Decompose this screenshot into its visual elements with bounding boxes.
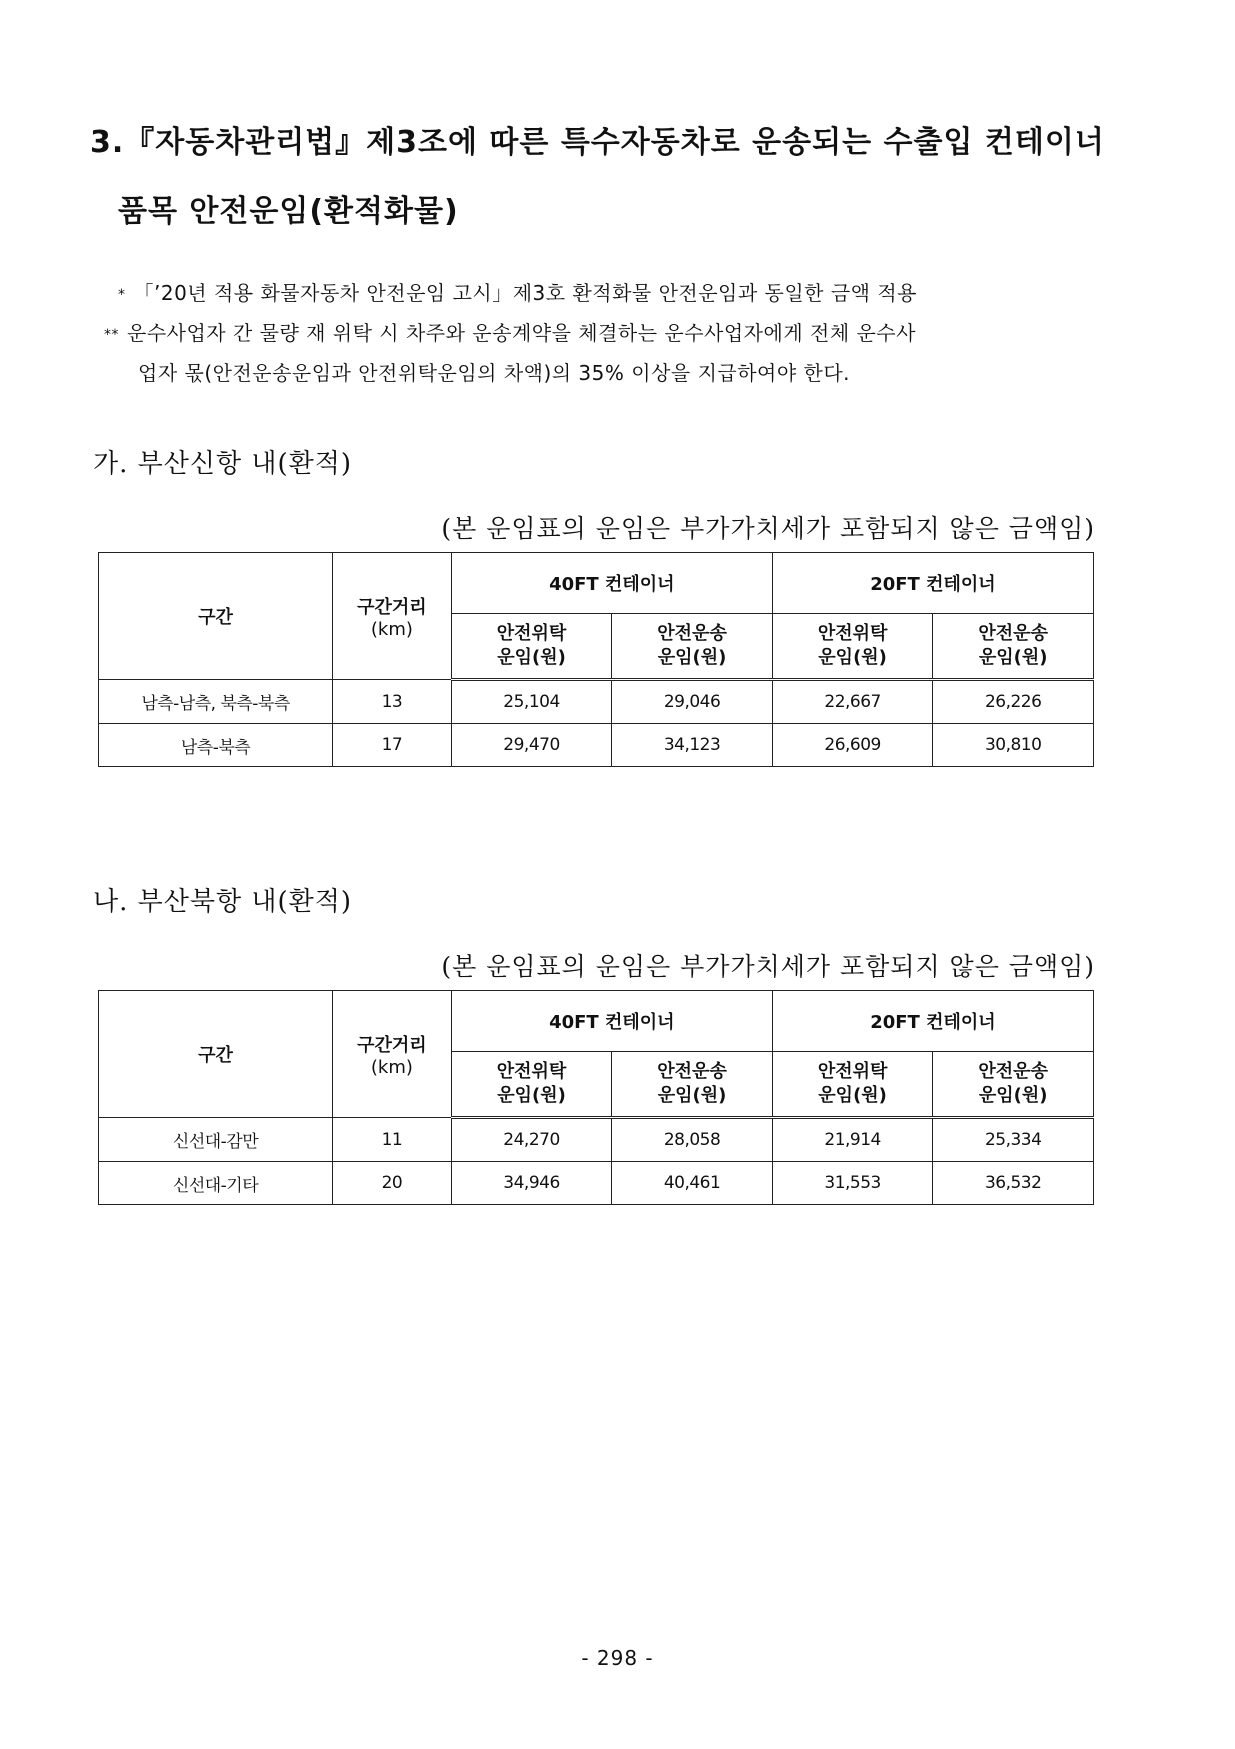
header-40ft-consign-rate [451, 614, 612, 680]
section-1-title: 가. 부산신항 내(환적) [93, 449, 353, 479]
cell-20ft-consign: 31,553 [772, 1162, 933, 1205]
header-label-line1: 안전운송 [657, 1061, 727, 1082]
header-label-line1: 안전위탁 [817, 623, 888, 644]
header-20ft-consign-rate [772, 1052, 933, 1118]
header-route: 구간 [99, 553, 333, 680]
header-label-line2: 운임(원) [978, 1085, 1048, 1106]
header-distance-unit: (km) [370, 1056, 413, 1078]
cell-40ft-transport: 28,058 [612, 1118, 773, 1162]
table-row [99, 1118, 1094, 1162]
cell-route: 남측-남측, 북측-북측 [99, 680, 333, 724]
header-distance [333, 553, 452, 680]
header-label-line2: 운임(원) [818, 647, 887, 668]
header-label-line2: 운임(원) [818, 1085, 887, 1106]
cell-20ft-consign: 26,609 [772, 724, 933, 767]
header-route: 구간 [99, 991, 333, 1118]
header-40ft-transport-rate [612, 614, 773, 680]
cell-40ft-transport: 40,461 [612, 1162, 773, 1205]
header-label-line1: 안전위탁 [496, 623, 567, 644]
note-1-mark: * [118, 286, 126, 303]
cell-distance: 13 [333, 680, 452, 724]
note-1 [118, 277, 917, 306]
header-20ft-transport-rate [933, 614, 1094, 680]
heading-line-1: 3.『자동차관리법』제3조에 따른 특수자동차로 운송되는 수출입 컨테이너 [90, 125, 1105, 160]
header-20ft-transport-rate [933, 1052, 1094, 1118]
header-label-line2: 운임(원) [978, 647, 1048, 668]
cell-40ft-transport: 29,046 [612, 680, 773, 724]
section-2-vat-note: (본 운임표의 운임은 부가가치세가 포함되지 않은 금액임) [441, 952, 1095, 981]
header-40ft-container: 40FT 컨테이너 [451, 553, 772, 614]
cell-20ft-transport: 30,810 [933, 724, 1094, 767]
cell-distance: 20 [333, 1162, 452, 1205]
header-label-line1: 안전운송 [657, 623, 727, 644]
cell-40ft-consign: 34,946 [451, 1162, 612, 1205]
cell-40ft-transport: 34,123 [612, 724, 773, 767]
table-row [99, 1162, 1094, 1205]
header-label-line1: 안전위탁 [496, 1061, 567, 1082]
header-label-line2: 운임(원) [657, 647, 727, 668]
rate-table-busan-new-port [98, 552, 1094, 767]
header-label-line1: 안전운송 [978, 1061, 1048, 1082]
header-label-line1: 안전위탁 [817, 1061, 888, 1082]
cell-20ft-transport: 25,334 [933, 1118, 1094, 1162]
header-label-line2: 운임(원) [497, 647, 566, 668]
note-2-text: 운수사업자 간 물량 재 위탁 시 차주와 운송계약을 체결하는 운수사업자에게 전체 운수사 [127, 321, 916, 345]
cell-route: 신선대-감만 [99, 1118, 333, 1162]
cell-40ft-consign: 24,270 [451, 1118, 612, 1162]
header-distance-unit: (km) [370, 618, 413, 640]
header-20ft-container: 20FT 컨테이너 [772, 553, 1093, 614]
header-label-line2: 운임(원) [657, 1085, 727, 1106]
header-distance-label: 구간거리 [357, 1034, 427, 1056]
cell-20ft-consign: 22,667 [772, 680, 933, 724]
cell-distance: 17 [333, 724, 452, 767]
header-distance-label: 구간거리 [357, 596, 427, 618]
note-1-text: 「’20년 적용 화물자동차 안전운임 고시」제3호 환적화물 안전운임과 동일한 금액 적용 [133, 281, 917, 305]
table-row [99, 680, 1094, 724]
header-label-line2: 운임(원) [497, 1085, 566, 1106]
cell-route: 남측-북측 [99, 724, 333, 767]
header-label-line1: 안전운송 [978, 623, 1048, 644]
page-number: - 298 - [581, 1646, 654, 1670]
header-40ft-container: 40FT 컨테이너 [451, 991, 772, 1052]
note-3-text: 업자 몫(안전운송운임과 안전위탁운임의 차액)의 35% 이상을 지급하여야 한다. [138, 361, 851, 385]
table-row [99, 724, 1094, 767]
cell-40ft-consign: 29,470 [451, 724, 612, 767]
header-distance [333, 991, 452, 1118]
cell-20ft-consign: 21,914 [772, 1118, 933, 1162]
header-40ft-transport-rate [612, 1052, 773, 1118]
header-20ft-container: 20FT 컨테이너 [772, 991, 1093, 1052]
cell-route: 신선대-기타 [99, 1162, 333, 1205]
heading-line-2: 품목 안전운임(환적화물) [118, 194, 459, 229]
cell-20ft-transport: 36,532 [933, 1162, 1094, 1205]
cell-40ft-consign: 25,104 [451, 680, 612, 724]
header-40ft-consign-rate [451, 1052, 612, 1118]
note-2 [104, 317, 916, 346]
cell-20ft-transport: 26,226 [933, 680, 1094, 724]
section-1-vat-note: (본 운임표의 운임은 부가가치세가 포함되지 않은 금액임) [441, 514, 1095, 543]
section-2-title: 나. 부산북항 내(환적) [93, 887, 353, 917]
rate-table-busan-north-port [98, 990, 1094, 1205]
note-2-mark: ** [104, 326, 119, 343]
cell-distance: 11 [333, 1118, 452, 1162]
note-3 [138, 357, 850, 386]
header-20ft-consign-rate [772, 614, 933, 680]
